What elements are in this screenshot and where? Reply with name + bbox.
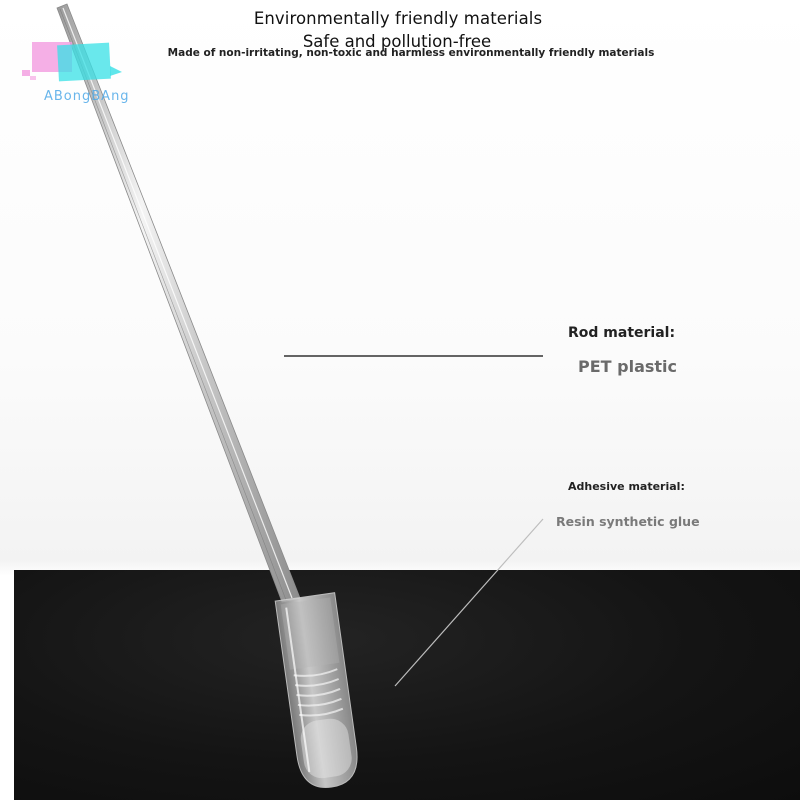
headline-environmentally-friendly: Environmentally friendly materials xyxy=(253,9,543,28)
adhesive-material-label: Adhesive material: xyxy=(568,480,685,493)
adhesive-callout-line xyxy=(395,519,543,686)
watermark-text: ABongBAng xyxy=(44,89,130,104)
rod-material-value: PET plastic xyxy=(578,357,678,376)
adhesive-tip xyxy=(275,593,361,791)
headline-safe: Safe and pollution-free xyxy=(302,32,492,51)
headline-subtitle: Made of non-irritating, non-toxic and harmless environmentally friendly materials xyxy=(167,47,655,59)
rod-material-label: Rod material: xyxy=(568,325,676,341)
adhesive-material-value: Resin synthetic glue xyxy=(556,514,700,529)
